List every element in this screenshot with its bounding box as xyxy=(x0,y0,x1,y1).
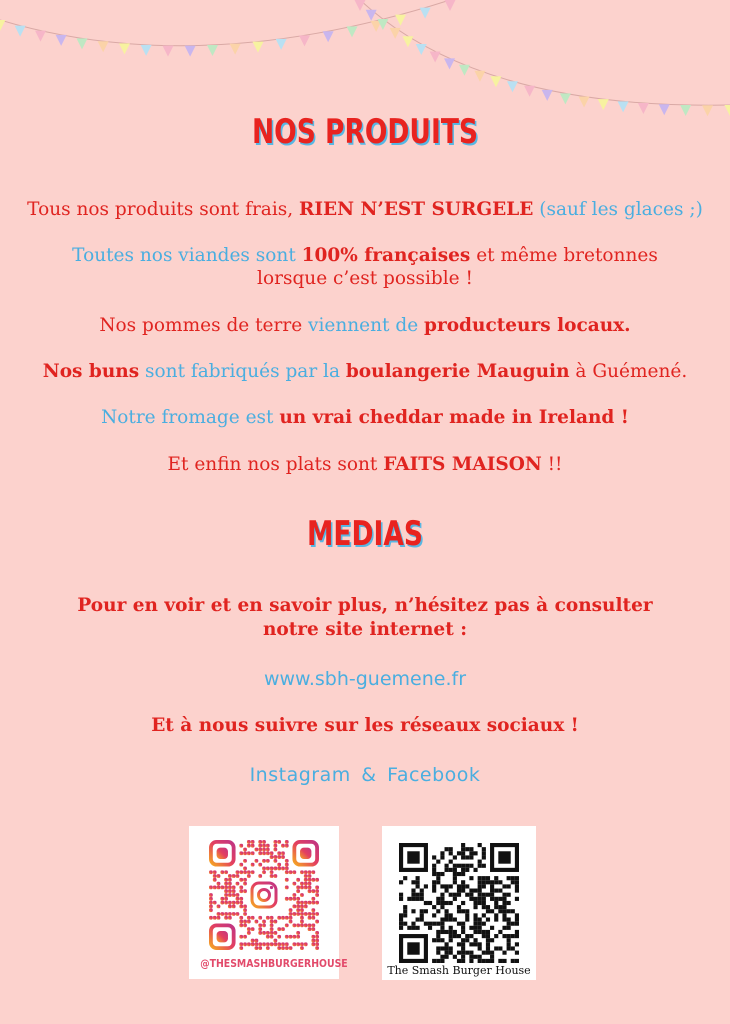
bunting-decoration xyxy=(0,0,730,130)
text: Notre fromage est xyxy=(101,407,280,428)
text: Nos pommes de terre xyxy=(99,315,303,336)
produits-line-maison xyxy=(0,453,730,477)
facebook-page-name: The Smash Burger House xyxy=(387,964,531,977)
text: Nos buns xyxy=(42,361,140,382)
instagram-icon xyxy=(249,880,279,910)
socials-text: Instagram & Facebook xyxy=(249,764,481,786)
text: 100% françaises xyxy=(301,245,471,266)
medias-follow: Et à nous suivre sur les réseaux sociaux ! xyxy=(151,715,579,736)
text: FAITS MAISON xyxy=(383,454,542,475)
instagram-handle: @THESMASHBURGERHOUSE xyxy=(200,957,348,970)
facebook-qr-code xyxy=(399,843,519,963)
text: Tous nos produits sont frais, xyxy=(27,199,299,220)
text: sont fabriqués par la xyxy=(139,361,346,382)
website-link[interactable]: www.sbh-guemene.fr xyxy=(263,668,467,690)
section-title-medias: MEDIAS xyxy=(306,514,424,554)
text: producteurs locaux. xyxy=(424,315,631,336)
produits-line-viandes xyxy=(0,244,730,268)
text: Toutes nos viandes sont xyxy=(72,245,302,266)
text: (sauf les glaces ;) xyxy=(533,199,703,220)
text: à Guémené. xyxy=(569,361,688,382)
medias-intro-1: Pour en voir et en savoir plus, n’hésitez pas à consulter xyxy=(77,595,653,616)
text: !! xyxy=(541,454,563,475)
text: RIEN N’EST SURGELE xyxy=(299,199,534,220)
text: et même bretonnes xyxy=(470,245,658,266)
instagram-qr-card[interactable] xyxy=(189,826,348,979)
section-title-produits: NOS PRODUITS xyxy=(251,112,479,152)
instagram-qr-code xyxy=(209,840,319,950)
medias-intro-2: notre site internet : xyxy=(262,619,468,640)
text: Et enfin nos plats sont xyxy=(167,454,384,475)
produits-line-fromage xyxy=(0,406,730,430)
text: un vrai cheddar made in Ireland ! xyxy=(279,407,629,428)
text: viennent de xyxy=(302,315,425,336)
facebook-qr-card[interactable] xyxy=(382,826,536,980)
produits-line-viandes-2 xyxy=(0,267,730,291)
produits-line-buns xyxy=(0,360,730,384)
produits-line-fresh xyxy=(0,198,730,222)
text: boulangerie Mauguin xyxy=(345,361,570,382)
produits-line-pommes xyxy=(0,314,730,338)
text: lorsque c’est possible ! xyxy=(257,268,473,289)
